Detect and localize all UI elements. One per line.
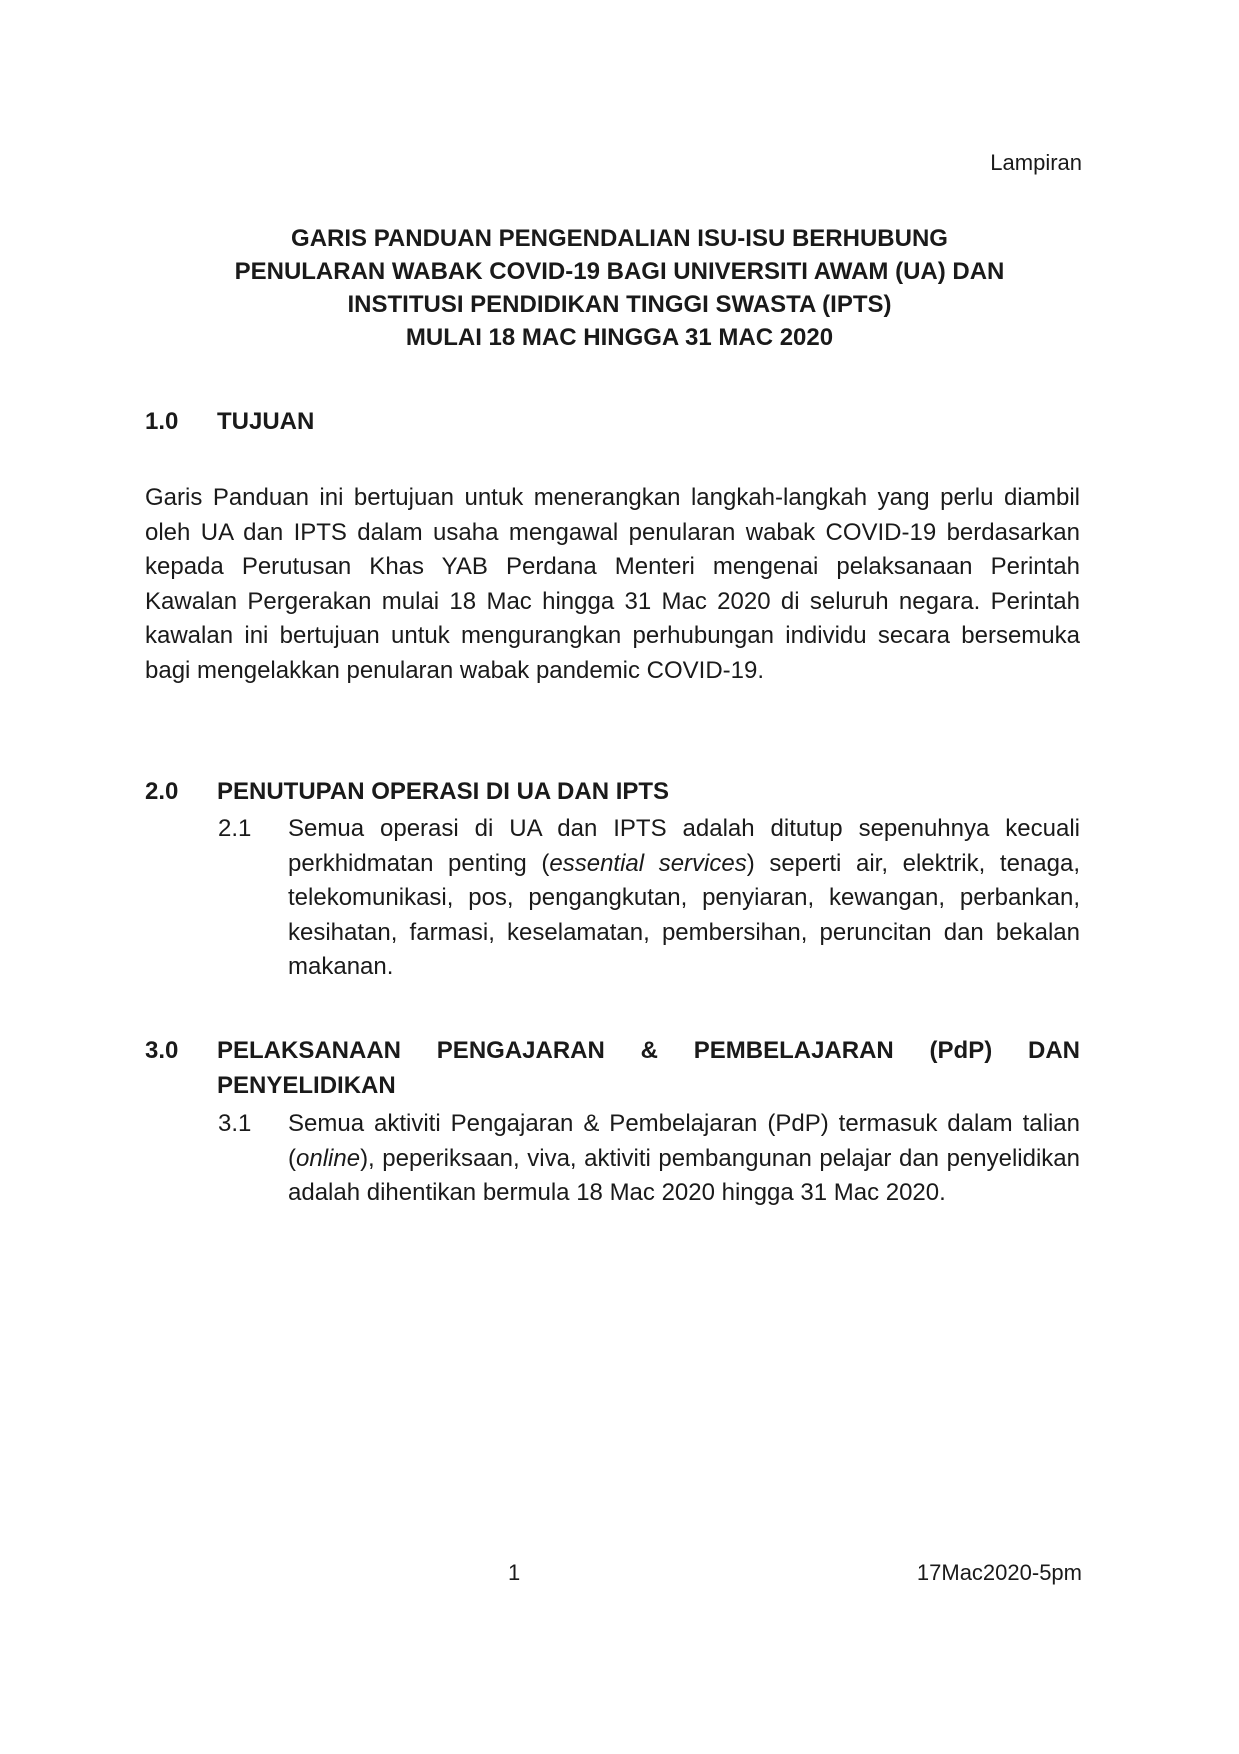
section-1-number: 1.0 (145, 408, 179, 435)
item-3-1-number: 3.1 (218, 1110, 252, 1137)
item-2-1-number: 2.1 (218, 815, 252, 842)
item-3-1-text-italic: online (296, 1144, 361, 1172)
document-title (130, 222, 1109, 354)
title-line-4: MULAI 18 MAC HINGGA 31 MAC 2020 (405, 324, 834, 351)
title-line-3: INSTITUSI PENDIDIKAN TINGGI SWASTA (IPTS) (347, 291, 892, 318)
section-3-number: 3.0 (145, 1037, 179, 1064)
title-line-1: GARIS PANDUAN PENGENDALIAN ISU-ISU BERHUBUNG (291, 225, 948, 252)
item-2-1-text-italic: essential services (549, 849, 747, 877)
title-line-2: PENULARAN WABAK COVID-19 BAGI UNIVERSITI AWAM (UA) DAN (234, 258, 1005, 285)
section-2-heading (145, 774, 1080, 809)
lampiran-label: Lampiran (990, 150, 1082, 175)
section-3-heading (145, 1033, 1080, 1103)
item-2-1-text (288, 812, 1080, 985)
item-3-1-text-after: ), peperiksaan, viva, aktiviti pembangunan pelajar dan penyelidikan adalah dihentikan bermula 18 Mac 2020 hingga 31 Mac 2020. (288, 1144, 1080, 1206)
section-2-number: 2.0 (145, 778, 179, 805)
section-1-paragraph: Garis Panduan ini bertujuan untuk menerangkan langkah-langkah yang perlu diambil oleh UA dan IPTS dalam usaha mengawal penularan wabak COVID-19 berdasarkan kepada Perutusan Khas YAB Perdana Menteri mengenai pelaksanaan Perintah Kawalan Pergerakan mulai 18 Mac hingga 31 Mac 2020 di seluruh negara. Perintah kawalan ini bertujuan untuk mengurangkan perhubungan individu secara bersemuka bagi mengelakkan penularan wabak pandemic COVID-19. (145, 484, 1080, 684)
section-2-title: PENUTUPAN OPERASI DI UA DAN IPTS (217, 778, 670, 805)
section-1-heading (145, 404, 1080, 439)
page-number: 1 (508, 1560, 521, 1585)
section-3-item-1 (218, 1107, 1080, 1211)
section-2-item-1 (218, 812, 1080, 985)
item-3-1-text (288, 1107, 1080, 1211)
date-stamp: 17Mac2020-5pm (916, 1560, 1082, 1585)
item-2-1-text-after: ) seperti air, elektrik, tenaga, telekomunikasi, pos, pengangkutan, penyiaran, kewangan, perbankan, kesihatan, farmasi, keselamatan, pembersihan, peruncitan dan bekalan makanan. (288, 849, 1080, 980)
item-3-1-text-before: Semua aktiviti Pengajaran & Pembelajaran (PdP) termasuk dalam talian ( (288, 1110, 1080, 1172)
item-2-1-text-before: Semua operasi di UA dan IPTS adalah ditutup sepenuhnya kecuali perkhidmatan penting ( (288, 815, 1080, 877)
section-1-title: TUJUAN (217, 408, 315, 435)
section-3-title: PELAKSANAAN PENGAJARAN & PEMBELAJARAN (PdP) DAN PENYELIDIKAN (217, 1037, 1080, 1099)
